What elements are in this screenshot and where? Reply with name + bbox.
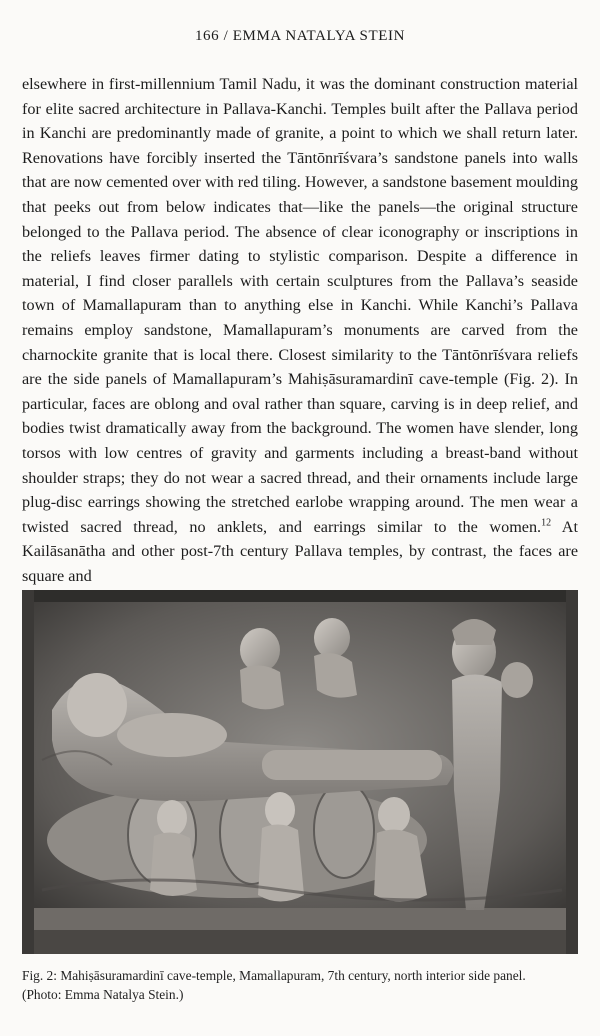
caption-line-1: Fig. 2: Mahiṣāsuramardinī cave-temple, Mamallapuram, 7th century, north interior side panel. bbox=[22, 968, 526, 983]
page-number: 166 bbox=[194, 28, 220, 44]
body-paragraph bbox=[22, 72, 578, 588]
caption-line-2: (Photo: Emma Natalya Stein.) bbox=[22, 987, 184, 1002]
relief-photo-illustration bbox=[22, 590, 578, 954]
header-separator: / bbox=[223, 28, 229, 44]
relief-photograph bbox=[22, 590, 578, 954]
figure-caption bbox=[22, 966, 578, 1004]
author-name: EMMA NATALYA STEIN bbox=[232, 28, 406, 44]
body-text bbox=[22, 72, 578, 588]
running-head bbox=[0, 28, 600, 45]
body-text-after-note: At Kailāsanātha and other post-7th century Pallava temples, by contrast, the faces are square and bbox=[22, 517, 578, 585]
footnote-reference[interactable]: 12 bbox=[541, 517, 552, 529]
body-text-before-note: elsewhere in first-millennium Tamil Nadu, it was the dominant construction material for elite sacred architecture in Pallava-Kanchi. Temples built after the Pallava period in Kanchi are predominantly made of granite, a point to which we shall return later. Renovations have forcibly inserted the Tāntōnrīśvara’s sandstone panels into walls that are now cemented over with red tiling. However, a sandstone basement moulding that peeks out from below indicates that—like the panels—the original structure belonged to the Pallava period. The absence of clear iconography or inscriptions in the reliefs leaves firmer dating to stylistic comparison. Despite a difference in material, I find closer parallels with certain sculptures from the Pallava’s seaside town of Mamallapuram than to anything else in Kanchi. While Kanchi’s Pallava remains employ sandstone, Mamallapuram’s monuments are carved from the charnockite granite that is local there. Closest similarity to the Tāntōnrīśvara reliefs are the side panels of Mamallapuram’s Mahiṣāsuramardinī cave-temple (Fig. 2). In particular, faces are oblong and oval rather than square, carving is in deep relief, and bodies twist dramatically away from the background. The women have slender, long torsos with low centres of gravity and garments including a breast-band without shoulder straps; they do not wear a sacred thread, and their ornaments include large plug-disc earrings showing the stretched earlobe wrapping around. The men wear a twisted sacred thread, no anklets, and earrings similar to the women. bbox=[22, 75, 578, 536]
